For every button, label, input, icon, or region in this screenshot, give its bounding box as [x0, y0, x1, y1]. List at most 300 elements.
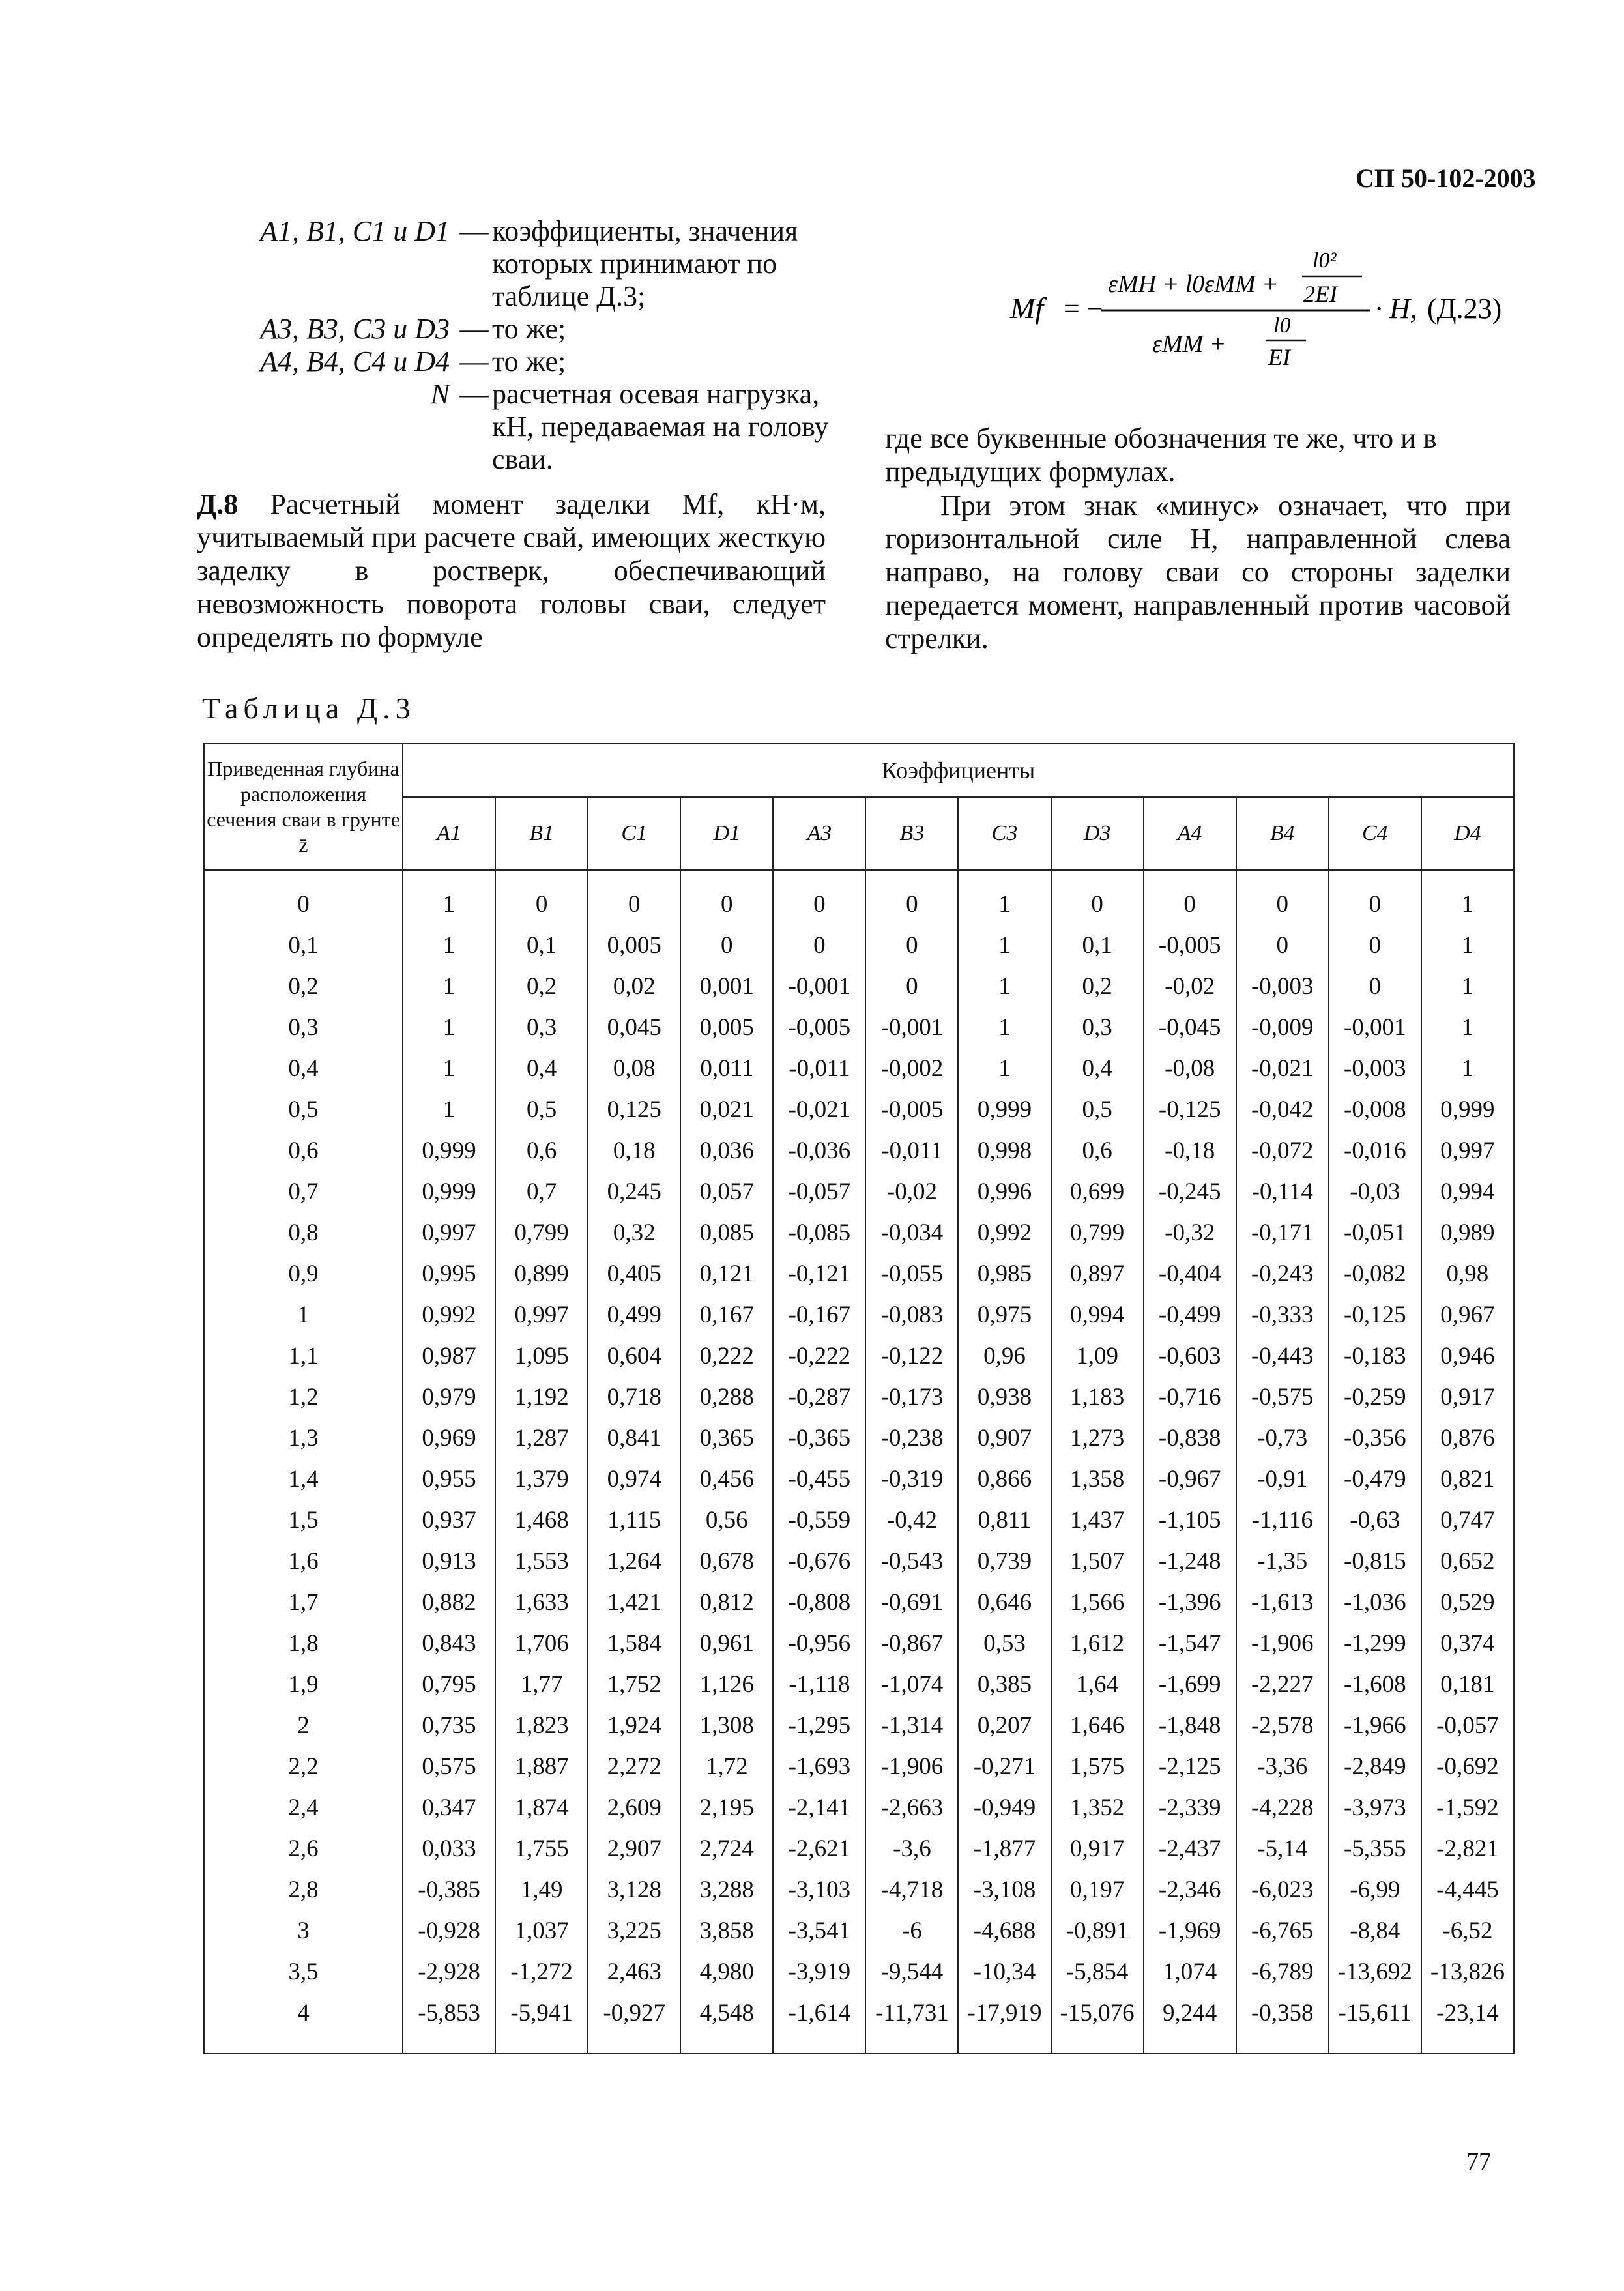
value-cell: 0,7: [495, 1171, 588, 1212]
value-cell: -2,125: [1144, 1746, 1236, 1787]
value-cell: 0,005: [588, 925, 680, 966]
definition-row: A1, B1, C1 и D1 — коэффициенты, значения которых принимают по таблице Д.3;: [196, 215, 834, 313]
value-cell: 1,192: [495, 1377, 588, 1418]
value-cell: 1,421: [588, 1582, 680, 1623]
value-cell: 0,405: [588, 1253, 680, 1294]
definition-term: A1, B1, C1 и D1: [260, 215, 450, 247]
value-cell: -5,941: [495, 1992, 588, 2054]
value-cell: 1,924: [588, 1705, 680, 1746]
value-cell: 0: [680, 870, 773, 925]
value-cell: -0,082: [1329, 1253, 1421, 1294]
value-cell: 1: [1421, 1048, 1514, 1089]
value-cell: 0,955: [403, 1459, 495, 1500]
depth-cell: 1,6: [204, 1541, 403, 1582]
value-cell: -0,927: [588, 1992, 680, 2054]
depth-cell: 1,8: [204, 1623, 403, 1664]
value-cell: -0,956: [773, 1623, 865, 1664]
value-cell: -1,118: [773, 1664, 865, 1705]
depth-cell: 3,5: [204, 1951, 403, 1992]
value-cell: -2,141: [773, 1787, 865, 1828]
value-cell: 1,379: [495, 1459, 588, 1500]
value-cell: 0: [773, 925, 865, 966]
value-cell: -4,688: [958, 1910, 1051, 1951]
value-cell: -0,356: [1329, 1418, 1421, 1459]
depth-cell: 0,1: [204, 925, 403, 966]
value-cell: 0,08: [588, 1048, 680, 1089]
formula-lhs: Mf: [1010, 291, 1044, 325]
value-cell: 0: [1051, 870, 1144, 925]
value-cell: 0,841: [588, 1418, 680, 1459]
value-cell: 0,604: [588, 1335, 680, 1377]
value-cell: 0,575: [403, 1746, 495, 1787]
value-cell: -0,057: [773, 1171, 865, 1212]
column-header: D3: [1051, 797, 1144, 870]
value-cell: -0,928: [403, 1910, 495, 1951]
value-cell: 0: [680, 925, 773, 966]
value-cell: 0,499: [588, 1294, 680, 1335]
value-cell: -0,73: [1236, 1418, 1329, 1459]
definition-row: A3, B3, C3 и D3 — то же;: [196, 313, 834, 345]
document-code: СП 50-102-2003: [1356, 164, 1536, 193]
value-cell: -0,891: [1051, 1910, 1144, 1951]
formula-denominator: εMM +: [1152, 330, 1226, 358]
value-cell: -0,003: [1236, 966, 1329, 1007]
value-cell: -0,575: [1236, 1377, 1329, 1418]
value-cell: -4,445: [1421, 1869, 1514, 1910]
table-row: [204, 1212, 1514, 1253]
value-cell: -1,547: [1144, 1623, 1236, 1664]
value-cell: -0,02: [865, 1171, 958, 1212]
depth-cell: 2: [204, 1705, 403, 1746]
formula-tail: · H,: [1375, 293, 1417, 325]
table-row: [204, 1787, 1514, 1828]
value-cell: 0,365: [680, 1418, 773, 1459]
value-cell: -1,299: [1329, 1623, 1421, 1664]
value-cell: -1,848: [1144, 1705, 1236, 1746]
definition-row: N — расчетная осевая нагрузка, кН, передаваемая на голову сваи.: [196, 378, 834, 476]
value-cell: -0,676: [773, 1541, 865, 1582]
value-cell: 2,609: [588, 1787, 680, 1828]
value-cell: 0,181: [1421, 1664, 1514, 1705]
value-cell: 0,033: [403, 1828, 495, 1869]
value-cell: -0,358: [1236, 1992, 1329, 2054]
depth-cell: 0: [204, 870, 403, 925]
value-cell: 1,72: [680, 1746, 773, 1787]
value-cell: -0,057: [1421, 1705, 1514, 1746]
value-cell: -0,001: [1329, 1007, 1421, 1048]
value-cell: 0,288: [680, 1377, 773, 1418]
value-cell: 0,529: [1421, 1582, 1514, 1623]
value-cell: -8,84: [1329, 1910, 1421, 1951]
value-cell: -0,072: [1236, 1130, 1329, 1171]
value-cell: 0,882: [403, 1582, 495, 1623]
depth-cell: 2,6: [204, 1828, 403, 1869]
value-cell: 0,652: [1421, 1541, 1514, 1582]
value-cell: 1,633: [495, 1582, 588, 1623]
value-cell: -0,051: [1329, 1212, 1421, 1253]
value-cell: -0,011: [865, 1130, 958, 1171]
value-cell: 0: [865, 925, 958, 966]
value-cell: 1: [1421, 966, 1514, 1007]
value-cell: 1,468: [495, 1500, 588, 1541]
value-cell: 0,085: [680, 1212, 773, 1253]
value-cell: 0,718: [588, 1377, 680, 1418]
value-cell: 0,197: [1051, 1869, 1144, 1910]
value-cell: -0,042: [1236, 1089, 1329, 1130]
value-cell: 1,566: [1051, 1582, 1144, 1623]
value-cell: -0,122: [865, 1335, 958, 1377]
definition-row: A4, B4, C4 и D4 — то же;: [196, 345, 834, 378]
value-cell: 0,96: [958, 1335, 1051, 1377]
column-header: B3: [865, 797, 958, 870]
value-cell: -0,125: [1329, 1294, 1421, 1335]
value-cell: -0,125: [1144, 1089, 1236, 1130]
definition-desc: расчетная осевая нагрузка, кН, передаваемая на голову сваи.: [492, 378, 829, 475]
value-cell: -1,074: [865, 1664, 958, 1705]
value-cell: 0,2: [1051, 966, 1144, 1007]
value-cell: 3,128: [588, 1869, 680, 1910]
value-cell: 2,724: [680, 1828, 773, 1869]
value-cell: -6,99: [1329, 1869, 1421, 1910]
column-header: D4: [1421, 797, 1514, 870]
value-cell: -1,608: [1329, 1664, 1421, 1705]
value-cell: 1,126: [680, 1664, 773, 1705]
table-row: [204, 1828, 1514, 1869]
value-cell: 0,967: [1421, 1294, 1514, 1335]
value-cell: -0,385: [403, 1869, 495, 1910]
value-cell: 1,115: [588, 1500, 680, 1541]
value-cell: 0,739: [958, 1541, 1051, 1582]
depth-cell: 3: [204, 1910, 403, 1951]
value-cell: 1: [958, 925, 1051, 966]
value-cell: -0,036: [773, 1130, 865, 1171]
value-cell: -2,928: [403, 1951, 495, 1992]
definition-term: N: [430, 378, 450, 410]
value-cell: 1: [958, 1007, 1051, 1048]
value-cell: -1,295: [773, 1705, 865, 1746]
table-row: [204, 1623, 1514, 1664]
paragraph-where: где все буквенные обозначения те же, что и в предыдущих формулах.: [885, 422, 1437, 488]
formula-num-frac-top: l0²: [1312, 248, 1337, 272]
value-cell: -0,083: [865, 1294, 958, 1335]
value-cell: 1,612: [1051, 1623, 1144, 1664]
table-row: [204, 1500, 1514, 1541]
value-cell: -9,544: [865, 1951, 958, 1992]
depth-cell: 1,9: [204, 1664, 403, 1705]
value-cell: -10,34: [958, 1951, 1051, 1992]
table-caption: Таблица Д.3: [202, 692, 416, 725]
value-cell: 0,917: [1051, 1828, 1144, 1869]
value-cell: 0,011: [680, 1048, 773, 1089]
value-cell: -0,259: [1329, 1377, 1421, 1418]
value-cell: 0,121: [680, 1253, 773, 1294]
value-cell: -5,853: [403, 1992, 495, 2054]
table-row: [204, 870, 1514, 925]
value-cell: -0,838: [1144, 1418, 1236, 1459]
value-cell: 0,02: [588, 966, 680, 1007]
depth-cell: 1,1: [204, 1335, 403, 1377]
value-cell: -3,6: [865, 1828, 958, 1869]
value-cell: 1: [958, 870, 1051, 925]
value-cell: -15,611: [1329, 1992, 1421, 2054]
value-cell: 1,64: [1051, 1664, 1144, 1705]
value-cell: -5,854: [1051, 1951, 1144, 1992]
value-cell: 3,858: [680, 1910, 773, 1951]
value-cell: 0,946: [1421, 1335, 1514, 1377]
value-cell: 1: [958, 966, 1051, 1007]
value-cell: -0,91: [1236, 1459, 1329, 1500]
value-cell: -0,319: [865, 1459, 958, 1500]
value-cell: -0,808: [773, 1582, 865, 1623]
coefficients-header: Коэффициенты: [403, 744, 1514, 797]
value-cell: 0,125: [588, 1089, 680, 1130]
value-cell: 0,812: [680, 1582, 773, 1623]
value-cell: 1,874: [495, 1787, 588, 1828]
value-cell: 0,6: [495, 1130, 588, 1171]
value-cell: 2,272: [588, 1746, 680, 1787]
value-cell: -0,005: [865, 1089, 958, 1130]
value-cell: -0,32: [1144, 1212, 1236, 1253]
definition-term: A4, B4, C4 и D4: [260, 345, 450, 377]
value-cell: -2,346: [1144, 1869, 1236, 1910]
column-header: A3: [773, 797, 865, 870]
value-cell: -1,906: [865, 1746, 958, 1787]
value-cell: -6,023: [1236, 1869, 1329, 1910]
value-cell: -0,815: [1329, 1541, 1421, 1582]
value-cell: 0,974: [588, 1459, 680, 1500]
value-cell: 1,037: [495, 1910, 588, 1951]
value-cell: -2,437: [1144, 1828, 1236, 1869]
value-cell: 0,3: [495, 1007, 588, 1048]
value-cell: 1,752: [588, 1664, 680, 1705]
value-cell: -3,36: [1236, 1746, 1329, 1787]
value-cell: -13,826: [1421, 1951, 1514, 1992]
value-cell: 0,961: [680, 1623, 773, 1664]
depth-cell: 2,2: [204, 1746, 403, 1787]
value-cell: 0,374: [1421, 1623, 1514, 1664]
value-cell: -0,63: [1329, 1500, 1421, 1541]
column-header: C1: [588, 797, 680, 870]
value-cell: 0,036: [680, 1130, 773, 1171]
definition-desc: коэффициенты, значения которых принимают по таблице Д.3;: [492, 215, 798, 312]
value-cell: -0,287: [773, 1377, 865, 1418]
value-cell: -23,14: [1421, 1992, 1514, 2054]
value-cell: 1,77: [495, 1664, 588, 1705]
table-row: [204, 1089, 1514, 1130]
value-cell: 0,995: [403, 1253, 495, 1294]
value-cell: 0,057: [680, 1171, 773, 1212]
depth-cell: 0,9: [204, 1253, 403, 1294]
value-cell: 2,463: [588, 1951, 680, 1992]
value-cell: -0,691: [865, 1582, 958, 1623]
value-cell: 0,866: [958, 1459, 1051, 1500]
paragraph-number: Д.8: [197, 488, 239, 520]
table-row: [204, 1253, 1514, 1294]
table-row: [204, 1746, 1514, 1787]
value-cell: 0,3: [1051, 1007, 1144, 1048]
value-cell: -0,333: [1236, 1294, 1329, 1335]
value-cell: 0: [865, 966, 958, 1007]
value-cell: -0,121: [773, 1253, 865, 1294]
value-cell: 0,001: [680, 966, 773, 1007]
value-cell: -0,603: [1144, 1335, 1236, 1377]
value-cell: 1,287: [495, 1418, 588, 1459]
value-cell: -3,108: [958, 1869, 1051, 1910]
value-cell: -6,52: [1421, 1910, 1514, 1951]
value-cell: -0,949: [958, 1787, 1051, 1828]
value-cell: -1,613: [1236, 1582, 1329, 1623]
value-cell: 0: [1144, 870, 1236, 925]
value-cell: 0,999: [403, 1171, 495, 1212]
paragraph-text: Расчетный момент заделки Mf, кН·м, учитываемый при расчете свай, имеющих жесткую заделку в ростверк, обеспечивающий невозможность поворота головы сваи, следует определять по формуле: [197, 488, 826, 653]
value-cell: 1: [958, 1048, 1051, 1089]
definition-desc: то же;: [492, 345, 566, 377]
value-cell: -1,877: [958, 1828, 1051, 1869]
value-cell: -0,18: [1144, 1130, 1236, 1171]
coefficients-table: [203, 743, 1515, 2054]
table-row: [204, 1664, 1514, 1705]
value-cell: 0,5: [1051, 1089, 1144, 1130]
value-cell: 3,225: [588, 1910, 680, 1951]
value-cell: -0,003: [1329, 1048, 1421, 1089]
value-cell: -0,967: [1144, 1459, 1236, 1500]
depth-cell: 0,2: [204, 966, 403, 1007]
definition-desc: то же;: [492, 313, 566, 345]
value-cell: -13,692: [1329, 1951, 1421, 1992]
value-cell: -5,14: [1236, 1828, 1329, 1869]
value-cell: 0,821: [1421, 1459, 1514, 1500]
formula-den-frac-top: l0: [1273, 314, 1291, 338]
value-cell: 0,385: [958, 1664, 1051, 1705]
value-cell: 0: [1329, 966, 1421, 1007]
value-cell: 1,755: [495, 1828, 588, 1869]
value-cell: 0: [1236, 870, 1329, 925]
depth-cell: 0,7: [204, 1171, 403, 1212]
column-header: D1: [680, 797, 773, 870]
value-cell: 0,799: [495, 1212, 588, 1253]
table-row: [204, 1418, 1514, 1459]
value-cell: 0,917: [1421, 1377, 1514, 1418]
value-cell: 9,244: [1144, 1992, 1236, 2054]
value-cell: -1,248: [1144, 1541, 1236, 1582]
formula-equals: = −: [1064, 293, 1103, 325]
definitions-list: [196, 215, 834, 476]
value-cell: 0,646: [958, 1582, 1051, 1623]
formula-number: (Д.23): [1427, 293, 1502, 325]
value-cell: 0,899: [495, 1253, 588, 1294]
depth-cell: 1,7: [204, 1582, 403, 1623]
formula-graphic: [997, 235, 1518, 378]
column-header: C4: [1329, 797, 1421, 870]
value-cell: 0,53: [958, 1623, 1051, 1664]
value-cell: -3,103: [773, 1869, 865, 1910]
value-cell: 0,799: [1051, 1212, 1144, 1253]
value-cell: -0,42: [865, 1500, 958, 1541]
depth-cell: 1,4: [204, 1459, 403, 1500]
column-header: A4: [1144, 797, 1236, 870]
value-cell: -0,245: [1144, 1171, 1236, 1212]
table-row: [204, 1459, 1514, 1500]
value-cell: -1,35: [1236, 1541, 1329, 1582]
value-cell: 1,49: [495, 1869, 588, 1910]
value-cell: -4,228: [1236, 1787, 1329, 1828]
value-cell: 0,222: [680, 1335, 773, 1377]
value-cell: -0,365: [773, 1418, 865, 1459]
value-cell: -1,592: [1421, 1787, 1514, 1828]
value-cell: 1,553: [495, 1541, 588, 1582]
value-cell: -0,716: [1144, 1377, 1236, 1418]
value-cell: 1,706: [495, 1623, 588, 1664]
value-cell: 0,938: [958, 1377, 1051, 1418]
value-cell: 1,273: [1051, 1418, 1144, 1459]
value-cell: -1,614: [773, 1992, 865, 2054]
table-row: [204, 1705, 1514, 1746]
value-cell: 0: [588, 870, 680, 925]
value-cell: 1,887: [495, 1746, 588, 1787]
column-header: A1: [403, 797, 495, 870]
value-cell: 0,347: [403, 1787, 495, 1828]
value-cell: 0: [1329, 870, 1421, 925]
value-cell: 0,937: [403, 1500, 495, 1541]
value-cell: 0,979: [403, 1377, 495, 1418]
value-cell: 0: [495, 870, 588, 925]
value-cell: 0,989: [1421, 1212, 1514, 1253]
value-cell: 1,507: [1051, 1541, 1144, 1582]
value-cell: 0,795: [403, 1664, 495, 1705]
value-cell: -0,021: [773, 1089, 865, 1130]
value-cell: 0,6: [1051, 1130, 1144, 1171]
value-cell: 0: [1329, 925, 1421, 966]
table-row: [204, 1294, 1514, 1335]
value-cell: 1: [403, 1007, 495, 1048]
value-cell: -1,105: [1144, 1500, 1236, 1541]
table-row: [204, 1171, 1514, 1212]
value-cell: -0,001: [865, 1007, 958, 1048]
value-cell: -1,693: [773, 1746, 865, 1787]
value-cell: 0,985: [958, 1253, 1051, 1294]
value-cell: -3,973: [1329, 1787, 1421, 1828]
value-cell: -0,238: [865, 1418, 958, 1459]
value-cell: 1,183: [1051, 1377, 1144, 1418]
depth-cell: 0,6: [204, 1130, 403, 1171]
value-cell: -0,867: [865, 1623, 958, 1664]
table-row: [204, 1992, 1514, 2054]
value-cell: -0,455: [773, 1459, 865, 1500]
value-cell: 0: [865, 870, 958, 925]
value-cell: 0,811: [958, 1500, 1051, 1541]
value-cell: 1,352: [1051, 1787, 1144, 1828]
value-cell: -3,919: [773, 1951, 865, 1992]
value-cell: 3,288: [680, 1869, 773, 1910]
value-cell: -1,906: [1236, 1623, 1329, 1664]
value-cell: 0,999: [1421, 1089, 1514, 1130]
value-cell: -0,011: [773, 1048, 865, 1089]
value-cell: -1,272: [495, 1951, 588, 1992]
value-cell: -0,271: [958, 1746, 1051, 1787]
value-cell: 0,897: [1051, 1253, 1144, 1294]
value-cell: -0,03: [1329, 1171, 1421, 1212]
value-cell: 0,843: [403, 1623, 495, 1664]
value-cell: -2,821: [1421, 1828, 1514, 1869]
table-row: [204, 1377, 1514, 1418]
table-row: [204, 1335, 1514, 1377]
table-row: [204, 1007, 1514, 1048]
value-cell: 1: [1421, 1007, 1514, 1048]
table-row: [204, 966, 1514, 1007]
value-cell: 1,358: [1051, 1459, 1144, 1500]
value-cell: 1,584: [588, 1623, 680, 1664]
value-cell: -0,114: [1236, 1171, 1329, 1212]
